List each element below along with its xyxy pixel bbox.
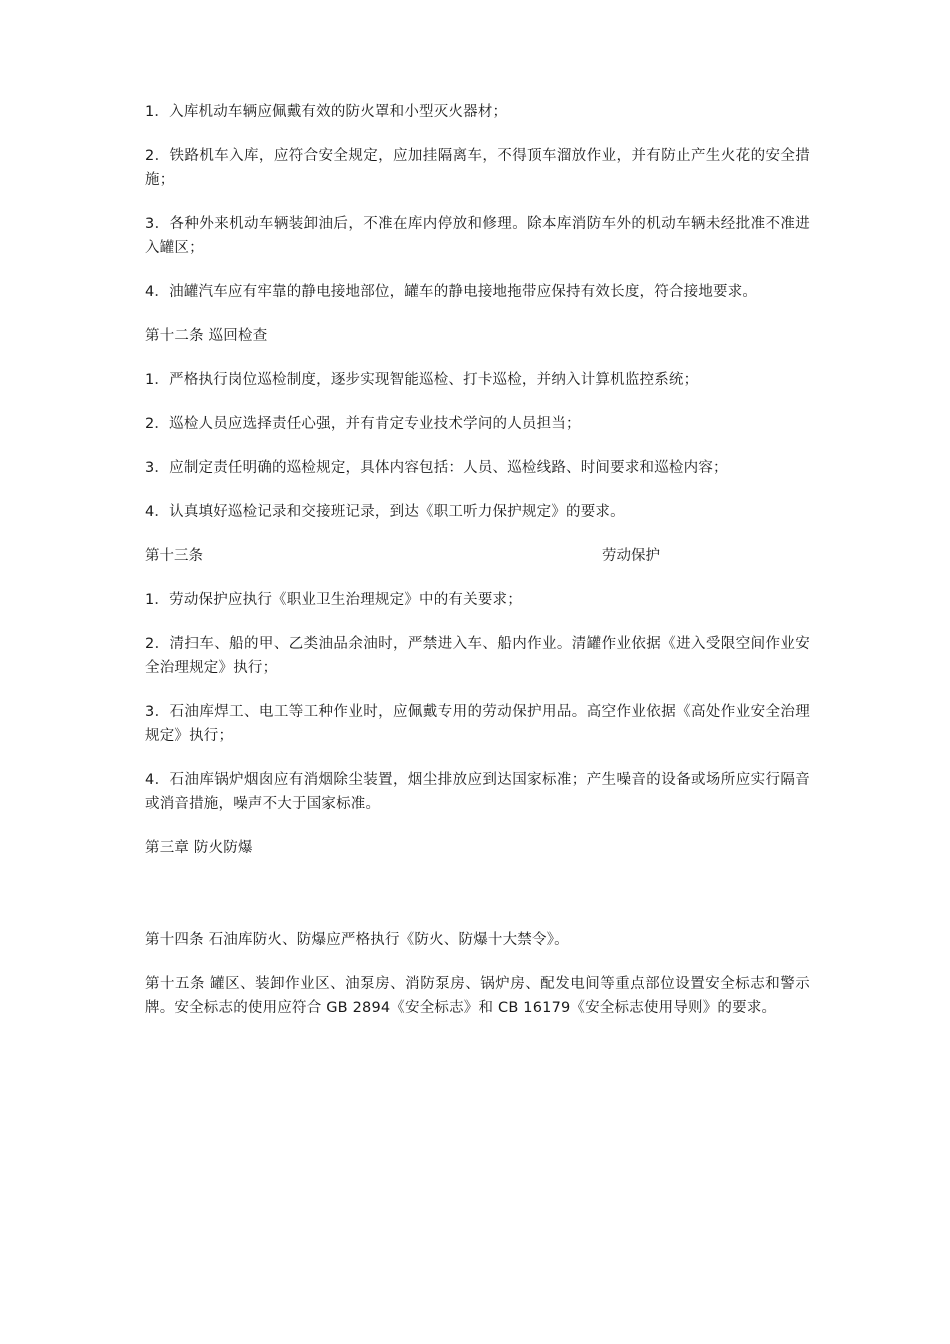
article15-paragraph: 第十五条 罐区、装卸作业区、油泵房、消防泵房、锅炉房、配发电间等重点部位设置安全标志和警示牌。安全标志的使用应符合 GB 2894《安全标志》和 CB 16179《安全标志使用导则》的要求。 [145, 976, 810, 1016]
article13-item-2: 2．清扫车、船的甲、乙类油品余油时，严禁进入车、船内作业。清罐作业依据《进入受限空间作业安全治理规定》执行； [145, 636, 810, 676]
chapter3-heading: 第三章 防火防爆 [145, 840, 253, 856]
article13-item-4: 4．石油库锅炉烟囱应有消烟除尘装置，烟尘排放应到达国家标准；产生噪音的设备或场所应实行隔音或消音措施，噪声不大于国家标准。 [145, 772, 810, 812]
article12-item-2: 2．巡检人员应选择责任心强，并有肯定专业技术学问的人员担当； [145, 416, 581, 432]
article13-title: 劳动保护 [602, 548, 660, 564]
article12-item-1: 1．严格执行岗位巡检制度，逐步实现智能巡检、打卡巡检，并纳入计算机监控系统； [145, 372, 699, 388]
article12-item-4: 4．认真填好巡检记录和交接班记录，到达《职工听力保护规定》的要求。 [145, 504, 625, 520]
article13-item-1: 1．劳动保护应执行《职业卫生治理规定》中的有关要求； [145, 592, 522, 608]
article13-heading [145, 544, 810, 568]
article14-paragraph: 第十四条 石油库防火、防爆应严格执行《防火、防爆十大禁令》。 [145, 932, 569, 948]
article11-item-3: 3．各种外来机动车辆装卸油后，不准在库内停放和修理。除本库消防车外的机动车辆未经批准不准进入罐区； [145, 216, 810, 256]
article12-heading: 第十二条 巡回检查 [145, 328, 268, 344]
section-gap [145, 880, 810, 928]
article11-item-4: 4．油罐汽车应有牢靠的静电接地部位，罐车的静电接地拖带应保持有效长度，符合接地要求。 [145, 284, 758, 300]
article11-item-2: 2．铁路机车入库，应符合安全规定，应加挂隔离车，不得顶车溜放作业，并有防止产生火花的安全措施； [145, 148, 810, 188]
article11-item-1: 1．入库机动车辆应佩戴有效的防火罩和小型灭火器材； [145, 104, 508, 120]
article12-item-3: 3．应制定责任明确的巡检规定，具体内容包括：人员、巡检线路、时间要求和巡检内容； [145, 460, 728, 476]
article13-item-3: 3．石油库焊工、电工等工种作业时，应佩戴专用的劳动保护用品。高空作业依据《高处作业安全治理规定》执行； [145, 704, 810, 744]
article13-label: 第十三条 [145, 548, 203, 564]
